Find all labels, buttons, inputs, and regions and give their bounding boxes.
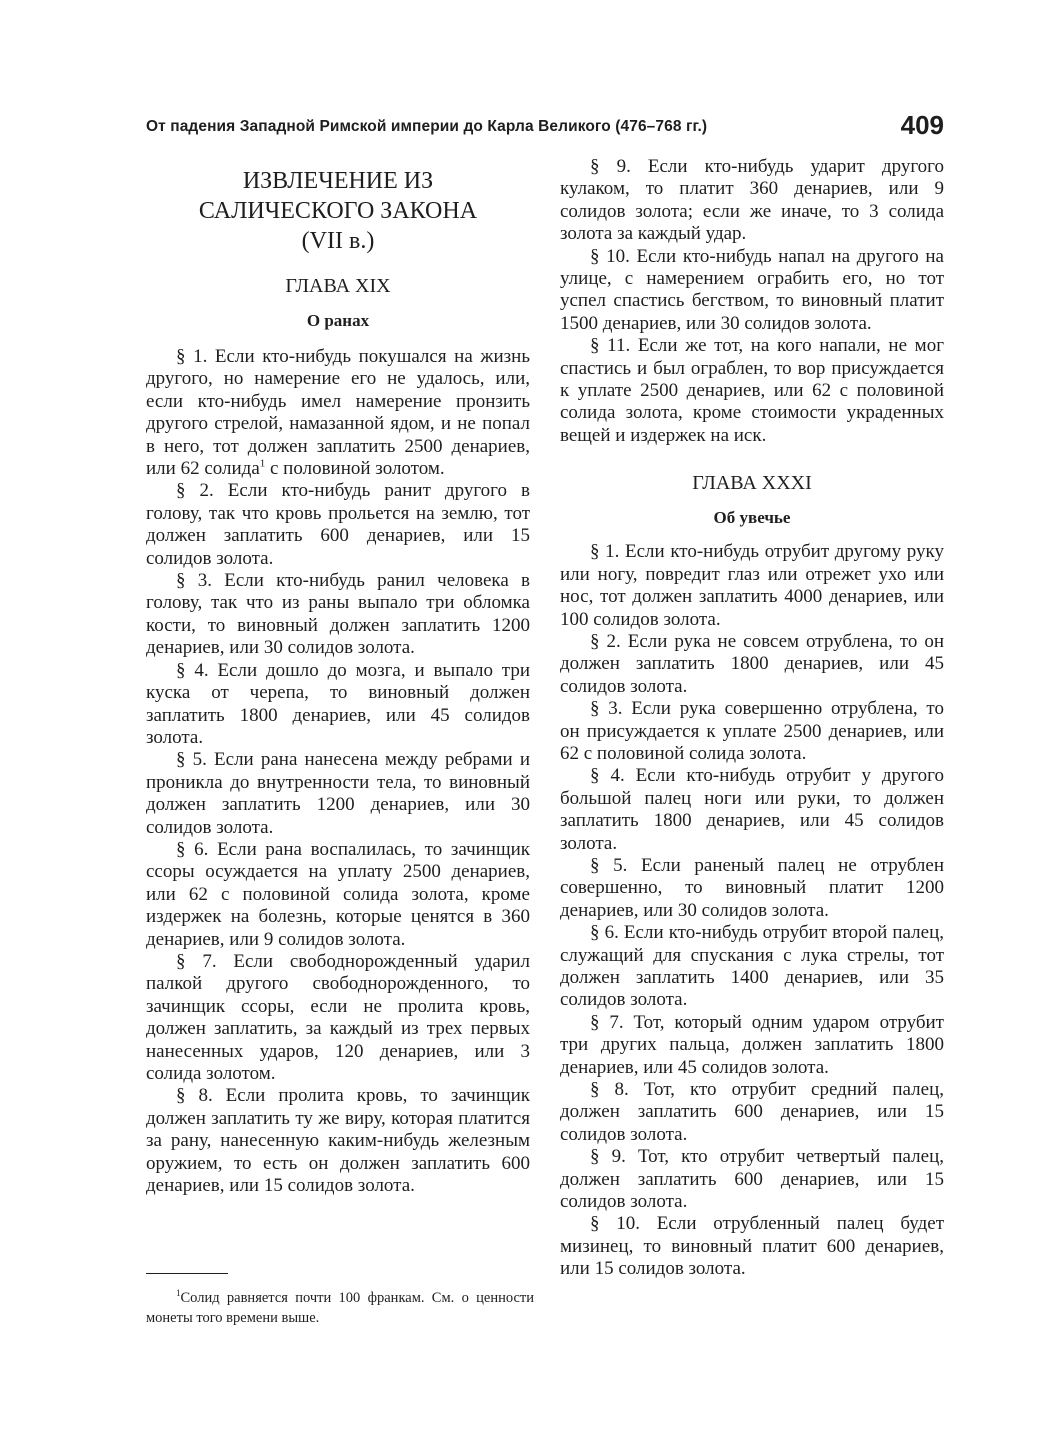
section-subheading-wounds: О ранах [306, 311, 370, 330]
paragraph: § 8. Тот, кто отрубит средний палец, должен заплатить 600 денариев, или 15 солидов золота. [560, 1079, 944, 1145]
paragraph: § 3. Если кто-нибудь ранил человека в голову, так что из раны выпало три обломка кости, то виновный должен заплатить 1200 денариев, или 30 солидов золота. [146, 570, 530, 659]
left-column [146, 156, 530, 1197]
paragraph: § 2. Если кто-нибудь ранит другого в голову, так что кровь прольется на землю, тот должен заплатить 600 денариев, или 15 солидов золота. [146, 480, 530, 569]
paragraph: § 5. Если раненый палец не отрублен совершенно, то виновный платит 1200 денариев, или 30 солидов золота. [560, 854, 944, 921]
paragraph: § 8. Если пролита кровь, то зачинщик должен заплатить ту же виру, которая платится за рану, нанесенную каким-нибудь железным оружием, то есть он должен заплатить 600 денариев, или 15 солидов золота. [146, 1085, 530, 1197]
footnote-mark: 1 [176, 1288, 181, 1299]
running-title: От падения Западной Римской империи до Карла Великого (476–768 гг.) [146, 118, 708, 135]
paragraph: § 1. Если кто-нибудь отрубит другому руку или ногу, повредит глаз или отрежет ухо или нос, тот должен заплатить 4000 денариев, или 100 солидов золота. [560, 541, 944, 630]
paragraph: § 10. Если кто-нибудь напал на другого на улице, с намерением ограбить его, но тот успел спастись бегством, то виновный платит 1500 денариев, или 30 солидов золота. [560, 245, 944, 334]
paragraph: § 9. Тот, кто отрубит четвертый палец, должен заплатить 600 денариев, или 15 солидов золота. [560, 1146, 944, 1213]
paragraph: § 5. Если рана нанесена между ребрами и проникла до внутренности тела, то виновный должен заплатить 1200 денариев, или 30 солидов золота. [146, 749, 530, 838]
footnote-reference: 1 [259, 457, 266, 470]
chapter-heading-xix: ГЛАВА XIX [285, 275, 391, 297]
paragraph: § 7. Если свободнорожденный ударил палкой другого свободнорожденного, то зачинщик ссоры, если не пролита кровь, должен заплатить, за каждый из трех первых нанесенных ударов, 120 денариев, или 3 солида золотом. [146, 950, 530, 1084]
right-column [560, 156, 944, 1281]
page-number: 409 [900, 110, 944, 140]
paragraph: § 6. Если кто-нибудь отрубит второй палец, служащий для спускания с лука стрелы, тот должен заплатить 1400 денариев, или 35 солидов золота. [560, 922, 944, 1011]
footnote-divider [146, 1273, 228, 1274]
paragraph: § 4. Если дошло до мозга, и выпало три куска от черепа, то виновный должен заплатить 1800 денариев, или 45 солидов золота. [146, 659, 530, 748]
paragraph: § 3. Если рука совершенно отрублена, то он присуждается к уплате 2500 денариев, или 62 с половиной солида золота. [560, 698, 944, 764]
paragraph: § 11. Если же тот, на кого напали, не мог спастись и был ограблен, то вор присуждается к уплате 2500 денариев, или 62 с половиной солида золота, кроме стоимости украденных вещей и издержек на иск. [560, 335, 944, 446]
paragraph: § 4. Если кто-нибудь отрубит у другого большой палец ноги или руки, то должен заплатить 1800 денариев, или 45 солидов золота. [560, 765, 944, 854]
paragraph: § 7. Тот, который одним ударом отрубит три других пальца, должен заплатить 1800 денариев, или 45 солидов золота. [560, 1011, 944, 1078]
paragraph: § 9. Если кто-нибудь ударит другого кулаком, то платит 360 денариев, или 9 солидов золота; если же иначе, то 3 солида золота за каждый удар. [560, 156, 944, 245]
footnote-text: Солид равняется почти 100 франкам. См. о ценности монеты того времени выше. [146, 1290, 534, 1326]
running-header [146, 110, 944, 144]
paragraph: § 1. Если кто-нибудь покушался на жизнь другого, но намерение его не удалось, или, если кто-нибудь имел намерение пронзить другого стрелой, намазанной ядом, и не попал в него, тот должен заплатить 2500 денариев, или 62 солида$^1$ с половиной золотом. [146, 346, 530, 480]
paragraph: § 10. Если отрубленный палец будет мизинец, то виновный платит 600 денариев, или 15 солидов золота. [560, 1213, 944, 1280]
document-title: ИЗВЛЕЧЕНИЕ ИЗ САЛИЧЕСКОГО ЗАКОНА (VII в.) [198, 168, 478, 254]
section-subheading-mutilation: Об увечье [713, 508, 791, 528]
chapter-heading-xxxi: ГЛАВА XXXI [692, 472, 812, 495]
paragraph: § 2. Если рука не совсем отрублена, то он должен заплатить 1800 денариев, или 45 солидов золота. [560, 630, 944, 697]
paragraph: § 6. Если рана воспалилась, то зачинщик ссоры осуждается на уплату 2500 денариев, или 62 с половиной солида золота, кроме издержек на болезнь, которые ценятся в 360 денариев, или 9 солидов золота. [146, 838, 530, 950]
footnote [146, 1288, 534, 1328]
